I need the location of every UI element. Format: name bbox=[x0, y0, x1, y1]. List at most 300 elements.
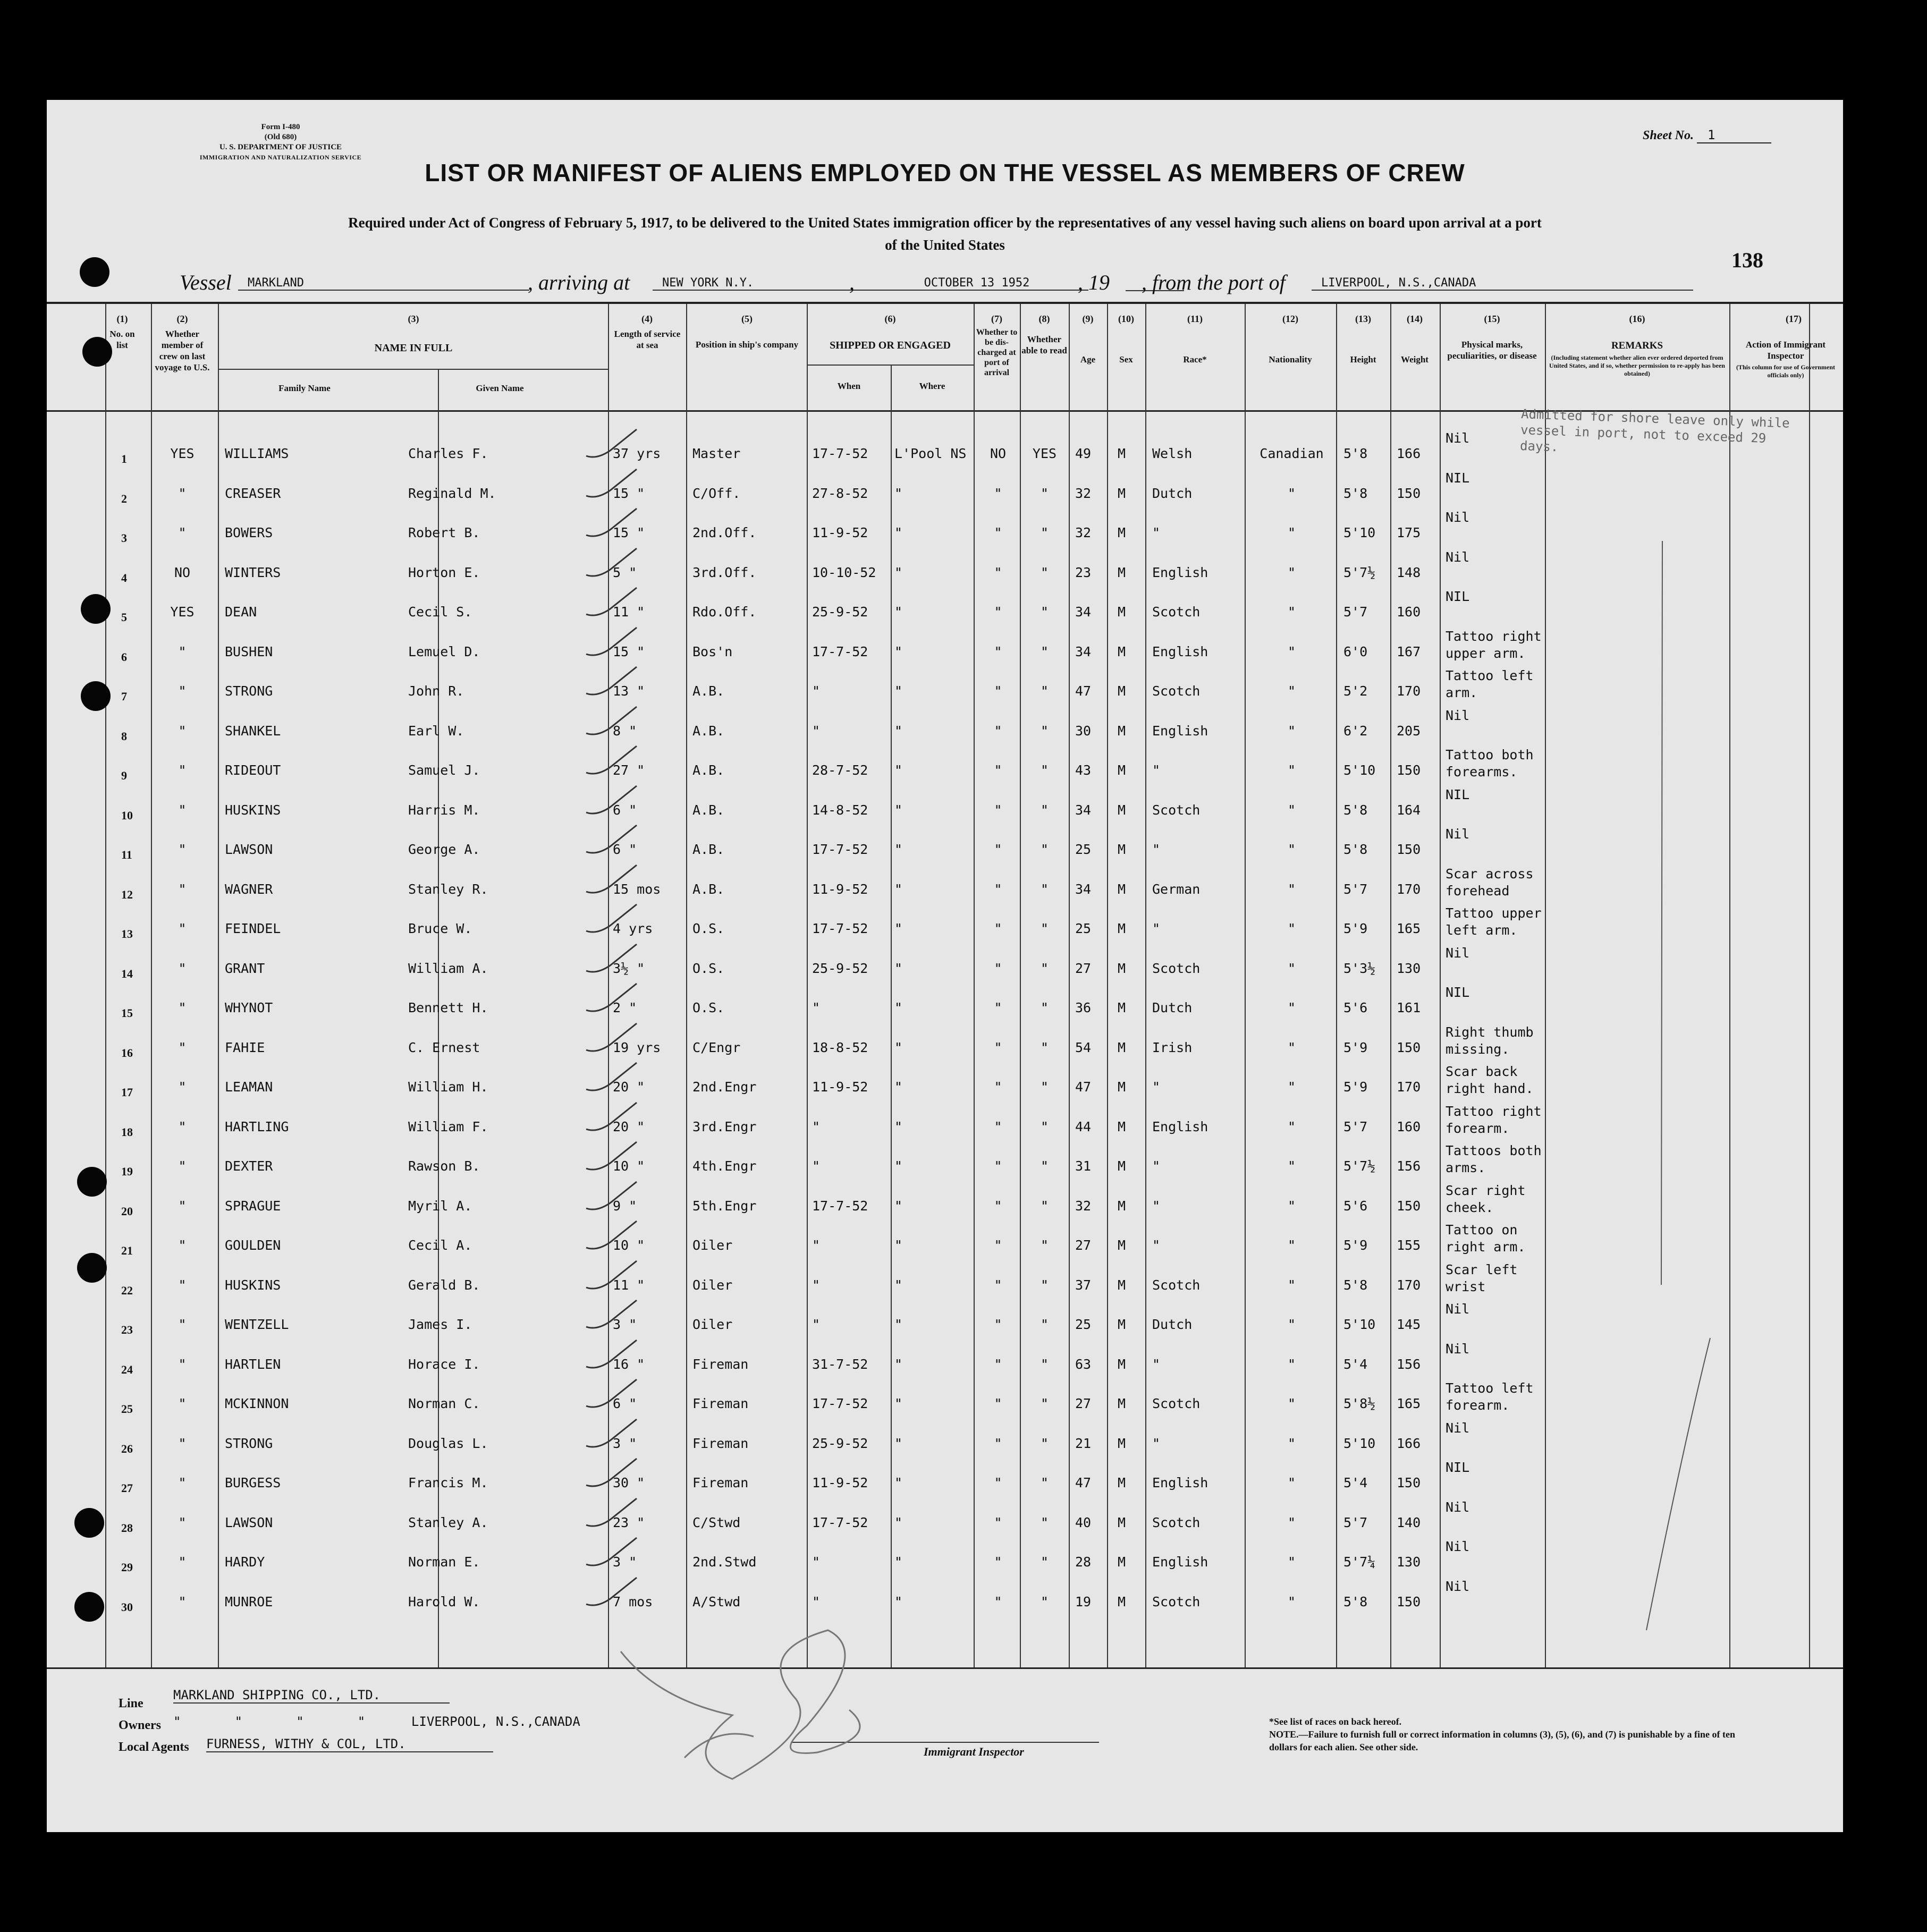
row-number: 25 bbox=[121, 1402, 133, 1416]
cell-disch: " bbox=[994, 960, 1002, 976]
stamped-page-number: 138 bbox=[1731, 248, 1763, 272]
cell-where: " bbox=[894, 1356, 903, 1372]
cell-given: Rawson B. bbox=[408, 1158, 480, 1174]
cell-read: " bbox=[1040, 1356, 1049, 1372]
row-number: 9 bbox=[121, 769, 127, 782]
cell-weight: 160 bbox=[1397, 1118, 1421, 1134]
cell-race: " bbox=[1152, 1356, 1161, 1372]
year-prefix: , 19 bbox=[1078, 270, 1110, 294]
cell-family: WAGNER bbox=[225, 881, 273, 897]
col12-header: Nationality bbox=[1269, 354, 1312, 365]
cell-weight: 150 bbox=[1397, 842, 1421, 857]
check-mark bbox=[581, 1021, 639, 1058]
cell-service: 13 " bbox=[613, 683, 645, 699]
cell-given: Lemuel D. bbox=[408, 643, 480, 659]
cell-race: English bbox=[1152, 1118, 1208, 1134]
cell-age: 25 bbox=[1075, 1317, 1092, 1332]
row-number: 13 bbox=[121, 927, 133, 940]
cell-marks: Nil bbox=[1446, 826, 1470, 842]
header-rule-top bbox=[47, 302, 1843, 304]
cell-where: " bbox=[894, 1317, 903, 1332]
col14-header: Weight bbox=[1401, 354, 1429, 365]
cell-race: " bbox=[1152, 842, 1161, 857]
cell-height: 5'9 bbox=[1343, 921, 1368, 936]
cell-where: " bbox=[894, 1435, 903, 1451]
check-mark bbox=[581, 1377, 639, 1414]
cell-marks: Tattoo right forearm. bbox=[1446, 1103, 1542, 1136]
col11-number: (11) bbox=[1187, 313, 1203, 324]
cell-family: BUSHEN bbox=[225, 643, 273, 659]
cell-marks: Nil bbox=[1446, 1578, 1470, 1594]
cell-weight: 170 bbox=[1397, 683, 1421, 699]
check-mark bbox=[581, 427, 639, 464]
cell-given: Horton E. bbox=[408, 564, 480, 580]
cell-where: " bbox=[894, 1514, 903, 1530]
table-row bbox=[47, 1580, 1843, 1619]
cell-age: 27 bbox=[1075, 960, 1092, 976]
cell-prev: " bbox=[178, 1039, 187, 1055]
table-row bbox=[47, 1224, 1843, 1262]
cell-given: Cecil S. bbox=[408, 604, 472, 620]
col8-number: (8) bbox=[1038, 313, 1050, 324]
check-mark bbox=[581, 862, 639, 900]
cell-race: " bbox=[1152, 762, 1161, 778]
cell-when: " bbox=[812, 683, 821, 699]
cell-disch: " bbox=[994, 1198, 1002, 1214]
cell-marks: Scar across forehead bbox=[1446, 866, 1534, 899]
punch-hole bbox=[80, 257, 109, 287]
footnotes bbox=[1269, 1715, 1747, 1753]
cell-sex: M bbox=[1118, 1594, 1126, 1609]
cell-marks: Nil bbox=[1446, 1420, 1470, 1436]
cell-read: " bbox=[1040, 604, 1049, 620]
col14-number: (14) bbox=[1407, 313, 1423, 324]
cell-prev: " bbox=[178, 1158, 187, 1174]
row-number: 20 bbox=[121, 1204, 133, 1218]
cell-height: 5'6 bbox=[1343, 1198, 1368, 1214]
cell-race: " bbox=[1152, 525, 1161, 540]
departure-port: LIVERPOOL, N.S.,CANADA bbox=[1312, 276, 1693, 291]
cell-family: DEAN bbox=[225, 604, 257, 620]
table-row bbox=[47, 472, 1843, 511]
col10-number: (10) bbox=[1118, 313, 1134, 324]
cell-given: Earl W. bbox=[408, 723, 464, 739]
cell-race: Scotch bbox=[1152, 1396, 1201, 1411]
cell-given: Francis M. bbox=[408, 1475, 488, 1490]
cell-sex: M bbox=[1118, 842, 1126, 857]
punch-hole bbox=[81, 681, 111, 711]
col9-number: (9) bbox=[1082, 313, 1094, 324]
cell-marks: Right thumb missing. bbox=[1446, 1024, 1534, 1057]
cell-position: 3rd.Engr bbox=[692, 1118, 757, 1134]
cell-sex: M bbox=[1118, 1356, 1126, 1372]
row-number: 28 bbox=[121, 1521, 133, 1535]
cell-where: " bbox=[894, 1277, 903, 1293]
row-number: 17 bbox=[121, 1086, 133, 1099]
cell-sex: M bbox=[1118, 762, 1126, 778]
row-number: 15 bbox=[121, 1006, 133, 1020]
cell-where: " bbox=[894, 1000, 903, 1015]
cell-marks: NIL bbox=[1446, 470, 1470, 486]
arrival-port: NEW YORK N.Y. bbox=[653, 276, 901, 291]
cell-weight: 150 bbox=[1397, 762, 1421, 778]
cell-weight: 150 bbox=[1397, 1039, 1421, 1055]
cell-nat: " bbox=[1287, 683, 1296, 699]
cell-height: 5'7½ bbox=[1343, 1158, 1376, 1174]
row-number: 4 bbox=[121, 571, 127, 584]
inspector-signature bbox=[594, 1620, 924, 1795]
cell-weight: 150 bbox=[1397, 1475, 1421, 1490]
cell-family: STRONG bbox=[225, 683, 273, 699]
cell-given: John R. bbox=[408, 683, 464, 699]
cell-position: Oiler bbox=[692, 1277, 733, 1293]
cell-position: 3rd.Off. bbox=[692, 564, 757, 580]
cell-position: A.B. bbox=[692, 881, 725, 897]
cell-given: Bennett H. bbox=[408, 1000, 488, 1015]
cell-marks: Nil bbox=[1446, 430, 1470, 446]
line-value: MARKLAND SHIPPING CO., LTD. bbox=[173, 1688, 450, 1704]
cell-age: 27 bbox=[1075, 1238, 1092, 1253]
cell-disch: " bbox=[994, 1039, 1002, 1055]
cell-read: " bbox=[1040, 1000, 1049, 1015]
cell-age: 32 bbox=[1075, 525, 1092, 540]
cell-sex: M bbox=[1118, 1039, 1126, 1055]
cell-given: Stanley A. bbox=[408, 1514, 488, 1530]
check-mark bbox=[581, 1456, 639, 1493]
table-row bbox=[47, 1540, 1843, 1579]
cell-weight: 170 bbox=[1397, 881, 1421, 897]
cell-family: GOULDEN bbox=[225, 1238, 281, 1253]
cell-when: " bbox=[812, 1000, 821, 1015]
cell-given: Norman C. bbox=[408, 1396, 480, 1411]
cell-sex: M bbox=[1118, 1317, 1126, 1332]
from-label: , from the port of bbox=[1142, 270, 1286, 294]
cell-service: 19 yrs bbox=[613, 1039, 661, 1055]
col10-header: Sex bbox=[1119, 354, 1133, 365]
col6-number: (6) bbox=[884, 313, 896, 324]
cell-position: A.B. bbox=[692, 842, 725, 857]
table-row bbox=[47, 786, 1843, 827]
table-row bbox=[47, 1145, 1843, 1183]
cell-nat: " bbox=[1287, 564, 1296, 580]
cell-where: " bbox=[894, 1198, 903, 1214]
cell-height: 5'10 bbox=[1343, 762, 1376, 778]
table-row bbox=[47, 551, 1843, 590]
cell-read: " bbox=[1040, 1317, 1049, 1332]
cell-prev: " bbox=[178, 1317, 187, 1332]
table-row bbox=[47, 828, 1843, 867]
cell-read: " bbox=[1040, 921, 1049, 936]
cell-prev: " bbox=[178, 881, 187, 897]
cell-position: O.S. bbox=[692, 1000, 725, 1015]
cell-position: A/Stwd bbox=[692, 1594, 741, 1609]
cell-prev: " bbox=[178, 1238, 187, 1253]
cell-given: William F. bbox=[408, 1118, 488, 1134]
cell-when: 25-9-52 bbox=[812, 1435, 868, 1451]
cell-height: 5'8 bbox=[1343, 485, 1368, 501]
table-row bbox=[47, 511, 1843, 550]
remarks-line-mark bbox=[1630, 541, 1737, 1763]
cell-prev: " bbox=[178, 1079, 187, 1095]
cell-nat: " bbox=[1287, 842, 1296, 857]
cell-disch: " bbox=[994, 1594, 1002, 1609]
table-row bbox=[47, 590, 1843, 629]
cell-given: Cecil A. bbox=[408, 1238, 472, 1253]
cell-race: English bbox=[1152, 1475, 1208, 1490]
cell-height: 5'8 bbox=[1343, 1594, 1368, 1609]
cell-weight: 148 bbox=[1397, 564, 1421, 580]
cell-service: 11 " bbox=[613, 604, 645, 620]
cell-service: 37 yrs bbox=[613, 446, 661, 461]
cell-prev: " bbox=[178, 1118, 187, 1134]
cell-race: " bbox=[1152, 1238, 1161, 1253]
cell-marks: Nil bbox=[1446, 1301, 1470, 1317]
cell-prev: " bbox=[178, 1594, 187, 1609]
table-row bbox=[47, 709, 1843, 748]
cell-weight: 150 bbox=[1397, 485, 1421, 501]
table-row bbox=[47, 1065, 1843, 1104]
cell-weight: 130 bbox=[1397, 1554, 1421, 1570]
row-number: 7 bbox=[121, 690, 127, 703]
cell-sex: M bbox=[1118, 960, 1126, 976]
cell-weight: 145 bbox=[1397, 1317, 1421, 1332]
cell-height: 5'9 bbox=[1343, 1238, 1368, 1253]
cell-service: 2 " bbox=[613, 1000, 637, 1015]
cell-position: O.S. bbox=[692, 921, 725, 936]
cell-age: 40 bbox=[1075, 1514, 1092, 1530]
cell-disch: " bbox=[994, 1435, 1002, 1451]
cell-marks: NIL bbox=[1446, 589, 1470, 604]
row-number: 2 bbox=[121, 492, 127, 505]
cell-disch: " bbox=[994, 564, 1002, 580]
table-row bbox=[47, 630, 1843, 669]
cell-family: SHANKEL bbox=[225, 723, 281, 739]
cell-height: 5'8 bbox=[1343, 802, 1368, 818]
cell-sex: M bbox=[1118, 1554, 1126, 1570]
col2-header: Whether member of crew on last voyage to U.S. bbox=[155, 329, 210, 372]
cell-nat: " bbox=[1287, 643, 1296, 659]
row-number: 6 bbox=[121, 650, 127, 664]
cell-age: 43 bbox=[1075, 762, 1092, 778]
cell-position: Fireman bbox=[692, 1475, 749, 1490]
cell-nat: " bbox=[1287, 1198, 1296, 1214]
department: U. S. DEPARTMENT OF JUSTICE bbox=[219, 143, 342, 151]
cell-prev: " bbox=[178, 842, 187, 857]
cell-sex: M bbox=[1118, 1238, 1126, 1253]
check-mark bbox=[581, 467, 639, 504]
cell-where: " bbox=[894, 723, 903, 739]
cell-sex: M bbox=[1118, 1198, 1126, 1214]
cell-sex: M bbox=[1118, 1158, 1126, 1174]
cell-prev: " bbox=[178, 1356, 187, 1372]
col15-number: (15) bbox=[1484, 313, 1500, 324]
cell-prev: " bbox=[178, 1198, 187, 1214]
table-rule-bottom bbox=[47, 1667, 1843, 1669]
punch-hole bbox=[82, 337, 112, 367]
cell-marks: Nil bbox=[1446, 1539, 1470, 1554]
cell-given: Harris M. bbox=[408, 802, 480, 818]
cell-prev: " bbox=[178, 921, 187, 936]
cell-race: English bbox=[1152, 643, 1208, 659]
cell-race: Scotch bbox=[1152, 802, 1201, 818]
cell-race: Irish bbox=[1152, 1039, 1193, 1055]
cell-nat: " bbox=[1287, 1475, 1296, 1490]
cell-sex: M bbox=[1118, 1475, 1126, 1490]
cell-height: 5'2 bbox=[1343, 683, 1368, 699]
row-number: 8 bbox=[121, 729, 127, 743]
row-number: 1 bbox=[121, 452, 127, 465]
col1-number: (1) bbox=[116, 313, 128, 324]
cell-height: 5'7 bbox=[1343, 1118, 1368, 1134]
cell-where: " bbox=[894, 1594, 903, 1609]
cell-given: Samuel J. bbox=[408, 762, 480, 778]
cell-age: 47 bbox=[1075, 1079, 1092, 1095]
cell-sex: M bbox=[1118, 485, 1126, 501]
cell-prev: " bbox=[178, 1435, 187, 1451]
check-mark bbox=[581, 902, 639, 939]
cell-when: 17-7-52 bbox=[812, 1514, 868, 1530]
cell-nat: " bbox=[1287, 802, 1296, 818]
check-mark bbox=[581, 783, 639, 820]
cell-service: 6 " bbox=[613, 802, 637, 818]
cell-sex: M bbox=[1118, 1435, 1126, 1451]
cell-race: Dutch bbox=[1152, 485, 1193, 501]
col4-header: Length of service at sea bbox=[614, 329, 681, 350]
cell-read: " bbox=[1040, 1594, 1049, 1609]
cell-height: 5'8 bbox=[1343, 1277, 1368, 1293]
cell-height: 5'6 bbox=[1343, 1000, 1368, 1015]
cell-when: 27-8-52 bbox=[812, 485, 868, 501]
cell-nat: " bbox=[1287, 1317, 1296, 1332]
cell-weight: 170 bbox=[1397, 1079, 1421, 1095]
cell-family: FAHIE bbox=[225, 1039, 265, 1055]
cell-race: Scotch bbox=[1152, 1277, 1201, 1293]
check-mark bbox=[581, 981, 639, 1018]
line-label: Line bbox=[119, 1697, 143, 1710]
cell-when: 11-9-52 bbox=[812, 525, 868, 540]
cell-marks: Nil bbox=[1446, 945, 1470, 961]
cell-height: 5'8 bbox=[1343, 842, 1368, 857]
cell-service: 9 " bbox=[613, 1198, 637, 1214]
cell-read: " bbox=[1040, 1277, 1049, 1293]
cell-race: English bbox=[1152, 1554, 1208, 1570]
cell-position: 2nd.Off. bbox=[692, 525, 757, 540]
check-mark bbox=[581, 664, 639, 701]
col7-header: Whether to be dis-charged at port of arrival bbox=[976, 328, 1018, 377]
check-mark bbox=[581, 506, 639, 543]
cell-service: 6 " bbox=[613, 1396, 637, 1411]
row-number: 18 bbox=[121, 1125, 133, 1139]
cell-race: German bbox=[1152, 881, 1201, 897]
col17-header: Action of Immigrant Inspector bbox=[1745, 340, 1826, 361]
cell-where: " bbox=[894, 1079, 903, 1095]
cell-weight: 167 bbox=[1397, 643, 1421, 659]
row-number: 26 bbox=[121, 1442, 133, 1455]
cell-position: O.S. bbox=[692, 960, 725, 976]
col6-when-header: When bbox=[837, 381, 861, 391]
cell-height: 5'7¼ bbox=[1343, 1554, 1376, 1570]
cell-service: 8 " bbox=[613, 723, 637, 739]
cell-height: 5'7 bbox=[1343, 881, 1368, 897]
cell-read: " bbox=[1040, 1158, 1049, 1174]
cell-height: 5'10 bbox=[1343, 1435, 1376, 1451]
cell-height: 5'7 bbox=[1343, 1514, 1368, 1530]
check-mark bbox=[581, 1060, 639, 1097]
col17-number: (17) bbox=[1786, 313, 1802, 324]
row-number: 27 bbox=[121, 1481, 133, 1495]
cell-read: " bbox=[1040, 683, 1049, 699]
row-number: 21 bbox=[121, 1244, 133, 1257]
cell-race: " bbox=[1152, 1198, 1161, 1214]
cell-read: " bbox=[1040, 564, 1049, 580]
cell-sex: M bbox=[1118, 881, 1126, 897]
cell-position: Fireman bbox=[692, 1356, 749, 1372]
cell-weight: 164 bbox=[1397, 802, 1421, 818]
cell-race: " bbox=[1152, 1435, 1161, 1451]
row-number: 22 bbox=[121, 1283, 133, 1297]
cell-given: James I. bbox=[408, 1317, 472, 1332]
cell-sex: M bbox=[1118, 525, 1126, 540]
cell-nat: " bbox=[1287, 762, 1296, 778]
cell-prev: " bbox=[178, 1514, 187, 1530]
row-number: 3 bbox=[121, 531, 127, 545]
punch-hole bbox=[81, 594, 111, 624]
cell-disch: " bbox=[994, 762, 1002, 778]
cell-marks: Tattoo left arm. bbox=[1446, 668, 1534, 700]
cell-when: " bbox=[812, 1158, 821, 1174]
cell-height: 5'10 bbox=[1343, 525, 1376, 540]
cell-given: Harold W. bbox=[408, 1594, 480, 1609]
cell-disch: " bbox=[994, 683, 1002, 699]
cell-when: " bbox=[812, 1554, 821, 1570]
cell-height: 5'7 bbox=[1343, 604, 1368, 620]
cell-position: Oiler bbox=[692, 1317, 733, 1332]
table-row bbox=[47, 1261, 1843, 1302]
cell-sex: M bbox=[1118, 683, 1126, 699]
cell-disch: " bbox=[994, 485, 1002, 501]
cell-weight: 140 bbox=[1397, 1514, 1421, 1530]
cell-given: Norman E. bbox=[408, 1554, 480, 1570]
cell-nat: " bbox=[1287, 1514, 1296, 1530]
table-row bbox=[47, 907, 1843, 946]
cell-sex: M bbox=[1118, 1277, 1126, 1293]
check-mark bbox=[581, 625, 639, 662]
cell-race: Dutch bbox=[1152, 1317, 1193, 1332]
row-number: 10 bbox=[121, 808, 133, 822]
cell-family: HARTLEN bbox=[225, 1356, 281, 1372]
cell-weight: 161 bbox=[1397, 1000, 1421, 1015]
cell-position: C/Off. bbox=[692, 485, 741, 501]
sheet-number bbox=[1643, 128, 1771, 143]
cell-where: " bbox=[894, 604, 903, 620]
cell-when: 10-10-52 bbox=[812, 564, 876, 580]
cell-disch: " bbox=[994, 1356, 1002, 1372]
row-number: 30 bbox=[121, 1600, 133, 1614]
col3-family-header: Family Name bbox=[278, 383, 331, 393]
cell-service: 10 " bbox=[613, 1158, 645, 1174]
cell-marks: NIL bbox=[1446, 985, 1470, 1000]
cell-sex: M bbox=[1118, 1118, 1126, 1134]
row-number: 24 bbox=[121, 1362, 133, 1376]
cell-age: 49 bbox=[1075, 446, 1092, 461]
cell-age: 47 bbox=[1075, 1475, 1092, 1490]
cell-weight: 166 bbox=[1397, 446, 1421, 461]
cell-prev: " bbox=[178, 643, 187, 659]
cell-sex: M bbox=[1118, 802, 1126, 818]
cell-disch: " bbox=[994, 1158, 1002, 1174]
cell-position: A.B. bbox=[692, 802, 725, 818]
table-row bbox=[47, 749, 1843, 787]
